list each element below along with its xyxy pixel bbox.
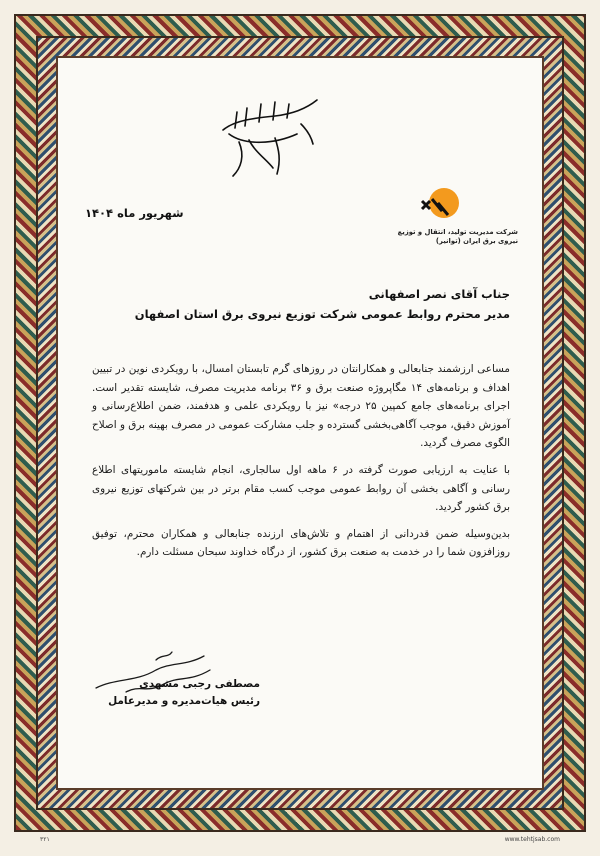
letter-body bbox=[92, 360, 510, 570]
footer bbox=[40, 836, 560, 850]
body-paragraph: با عنایت به ارزیابی صورت گرفته در ۶ ماهه اول سالجاری، انجام شایسته ماموریتهای اطلاع رسانی و آگاهی بخشی آن روابط عمومی موجب کسب مقام برتر در بین شرکتهای توزیع نیروی برق کشور گردید. bbox=[92, 463, 510, 514]
recipient-block bbox=[90, 284, 510, 324]
footer-website: www.tehtjsab.com bbox=[504, 836, 560, 843]
body-paragraph: بدین‌وسیله ضمن قدردانی از اهتمام و تلاش‌های ارزنده جنابعالی و همکاران محترم، توفیق روزافزون شما را در خدمت به صنعت برق کشور، از درگاه خداوند سبحان مسئلت دارم. bbox=[92, 527, 510, 559]
signer-block bbox=[90, 676, 260, 710]
company-line: نیروی برق ایران (توانیر) bbox=[435, 237, 518, 245]
signer-title: رئیس هیات‌مدیره و مدیرعامل bbox=[108, 695, 260, 707]
signer-name: مصطفی رجبی مشهدی bbox=[139, 678, 260, 690]
company-line: شرکت مدیریت تولید، انتقال و توزیع bbox=[397, 228, 518, 236]
footer-page-number: ۳۲۱ bbox=[40, 836, 50, 843]
body-paragraph: مساعی ارزشمند جنابعالی و همکارانتان در روزهای گرم تابستان امسال، با رویکردی نوین در تبیین اهداف و برنامه‌های ۱۴ مگاپروژه صنعت برق و ۳۶ برنامه مدیریت مصرف، شایسته تقدیر است. اجرای برنامه‌های جامع کمپین ۲۵ درجه» نیز با رویکردی علمی و هدفمند، ضمن اطلاع‌رسانی و آموزش دقیق، موجب آگاهی‌بخشی گسترده و جلب مشارکت عمومی در مصرف بهینه برق و اصلاح الگوی مصرف گردید. bbox=[92, 363, 510, 450]
recipient-name: جناب آقای نصر اصفهانی bbox=[368, 287, 510, 301]
recipient-title: مدیر محترم روابط عمومی شرکت توزیع نیروی برق استان اصفهان bbox=[134, 307, 510, 321]
tavanir-logo-icon bbox=[418, 183, 462, 227]
company-name bbox=[368, 228, 518, 246]
bismillah-calligraphy bbox=[215, 90, 325, 180]
letter-date: شهریور ماه ۱۴۰۴ bbox=[85, 206, 184, 220]
